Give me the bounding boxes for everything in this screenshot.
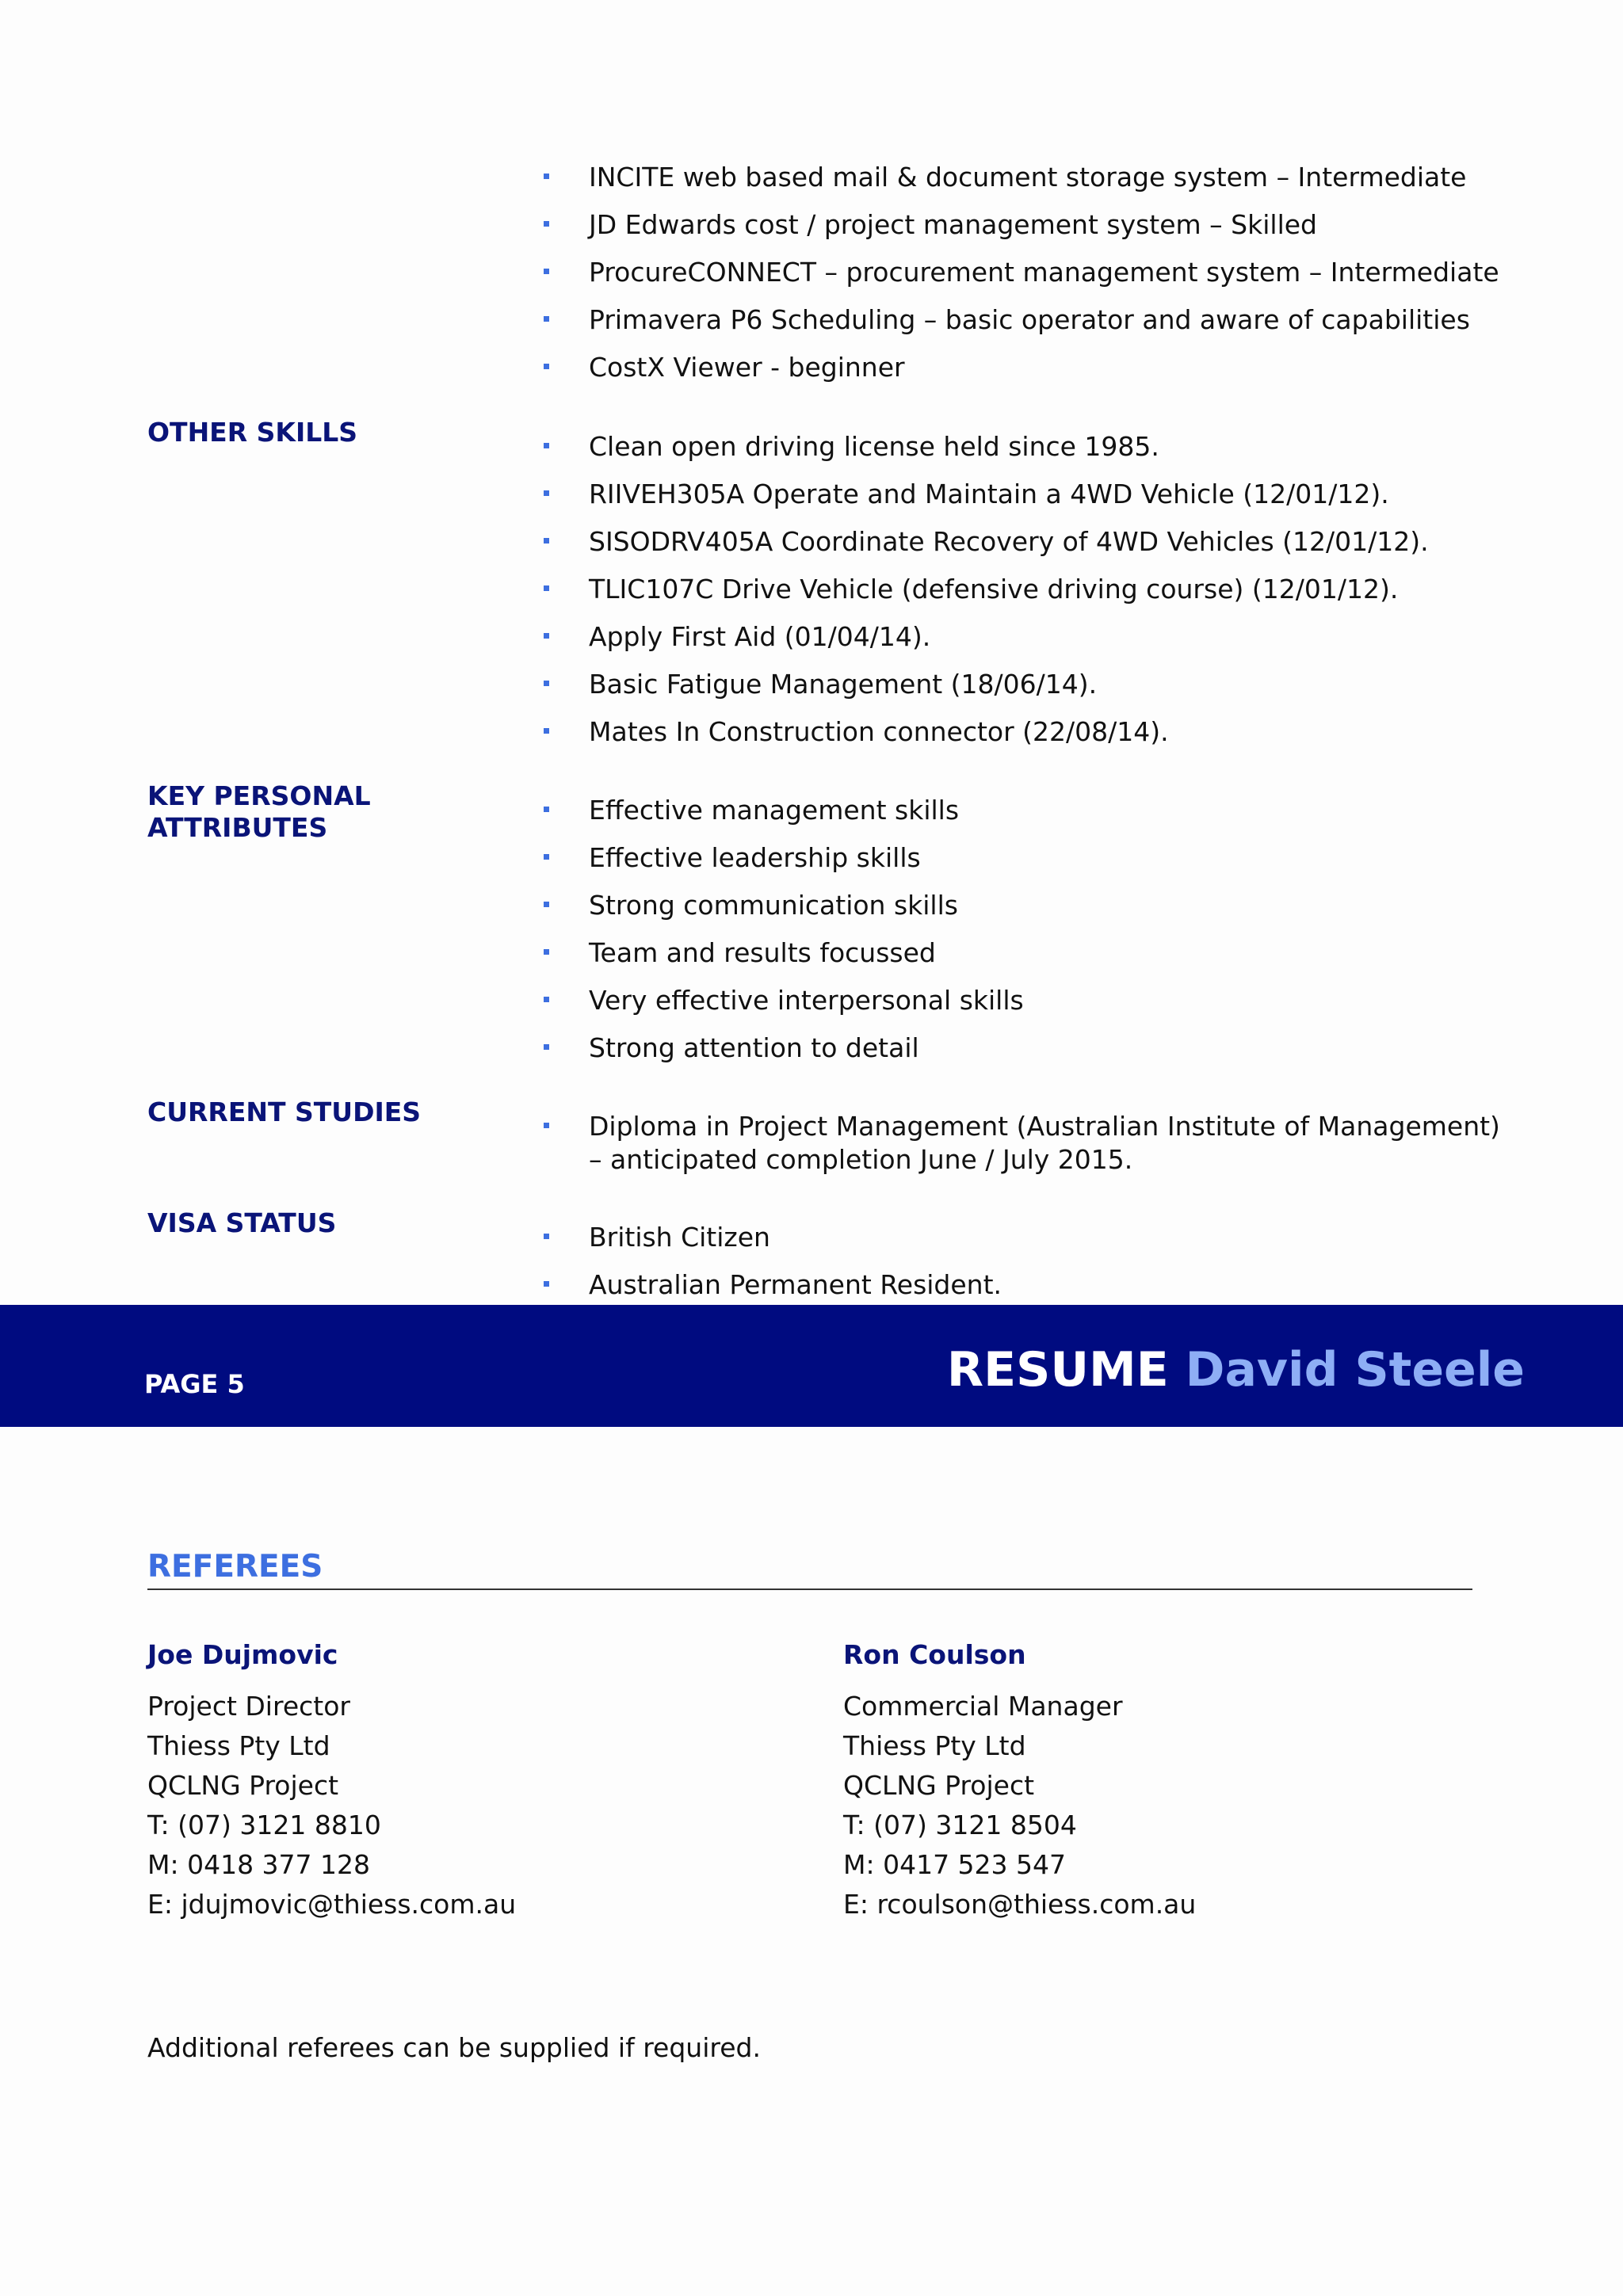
key-attributes-label-line1: KEY PERSONAL <box>147 780 371 811</box>
list-item: Strong attention to detail <box>539 1032 1514 1065</box>
visa-status-list <box>539 1221 1514 1316</box>
list-item: RIIVEH305A Operate and Maintain a 4WD Vehicle (12/01/12). <box>539 478 1514 511</box>
referee-phone: T: (07) 3121 8810 <box>147 1810 381 1840</box>
page-number: PAGE 5 <box>144 1369 245 1399</box>
list-item: Primavera P6 Scheduling – basic operator and aware of capabilities <box>539 303 1514 337</box>
bullet-icon <box>544 316 549 322</box>
bullet-icon <box>544 1281 549 1287</box>
bullet-icon <box>544 807 549 812</box>
referee-project: QCLNG Project <box>147 1770 339 1801</box>
bullet-icon <box>544 1123 549 1128</box>
other-skills-label: OTHER SKILLS <box>147 417 358 448</box>
list-item: Clean open driving license held since 1985. <box>539 430 1514 463</box>
list-item: TLIC107C Drive Vehicle (defensive driving course) (12/01/12). <box>539 573 1514 606</box>
list-item: SISODRV405A Coordinate Recovery of 4WD Vehicles (12/01/12). <box>539 525 1514 559</box>
referees-note: Additional referees can be supplied if required. <box>147 2032 761 2063</box>
referees-heading: REFEREES <box>147 1549 323 1585</box>
list-item: British Citizen <box>539 1221 1514 1254</box>
referee-name: Ron Coulson <box>843 1639 1026 1670</box>
referee-card <box>843 1638 1477 1924</box>
list-item: Strong communication skills <box>539 889 1514 922</box>
list-item: JD Edwards cost / project management system – Skilled <box>539 208 1514 242</box>
bullet-icon <box>544 490 549 496</box>
current-studies-label: CURRENT STUDIES <box>147 1097 422 1127</box>
bullet-icon <box>544 221 549 227</box>
referee-phone: T: (07) 3121 8504 <box>843 1810 1077 1840</box>
list-item: Very effective interpersonal skills <box>539 984 1514 1017</box>
bullet-icon <box>544 585 549 591</box>
bullet-icon <box>544 1044 549 1050</box>
resume-title-name: David Steele <box>1185 1342 1525 1398</box>
list-item: Effective management skills <box>539 794 1514 827</box>
list-item: Mates In Construction connector (22/08/14). <box>539 715 1514 749</box>
bullet-icon <box>544 949 549 955</box>
resume-title-prefix: RESUME <box>946 1342 1169 1398</box>
referee-role: Commercial Manager <box>843 1691 1123 1722</box>
bullet-icon <box>544 902 549 907</box>
list-item: Australian Permanent Resident. <box>539 1268 1514 1302</box>
referee-mobile: M: 0418 377 128 <box>147 1849 371 1880</box>
bullet-icon <box>544 633 549 639</box>
referee-name: Joe Dujmovic <box>147 1639 338 1670</box>
bullet-icon <box>544 174 549 179</box>
bullet-icon <box>544 538 549 543</box>
referees-divider <box>147 1589 1472 1590</box>
referee-role: Project Director <box>147 1691 350 1722</box>
resume-title <box>947 1342 1525 1398</box>
list-item: Diploma in Project Management (Australian Institute of Management) – anticipated completion June / July 2015. <box>539 1110 1514 1177</box>
software-skills-list <box>539 161 1514 399</box>
referee-card <box>147 1638 781 1924</box>
visa-status-label: VISA STATUS <box>147 1207 337 1238</box>
list-item: Team and results focussed <box>539 936 1514 970</box>
key-attributes-label <box>147 780 433 844</box>
referee-project: QCLNG Project <box>843 1770 1035 1801</box>
referee-email: E: jdujmovic@thiess.com.au <box>147 1889 517 1920</box>
other-skills-list <box>539 430 1514 763</box>
bullet-icon <box>544 997 549 1002</box>
referee-company: Thiess Pty Ltd <box>843 1730 1026 1761</box>
bullet-icon <box>544 364 549 369</box>
bullet-icon <box>544 681 549 686</box>
current-studies-list <box>539 1110 1514 1191</box>
list-item: ProcureCONNECT – procurement management system – Intermediate <box>539 256 1514 289</box>
bullet-icon <box>544 1234 549 1239</box>
list-item: Apply First Aid (01/04/14). <box>539 620 1514 654</box>
bullet-icon <box>544 443 549 448</box>
referee-mobile: M: 0417 523 547 <box>843 1849 1067 1880</box>
key-attributes-list <box>539 794 1514 1079</box>
list-item: Effective leadership skills <box>539 841 1514 875</box>
bullet-icon <box>544 728 549 734</box>
referee-email: E: rcoulson@thiess.com.au <box>843 1889 1197 1920</box>
bullet-icon <box>544 854 549 860</box>
list-item: Basic Fatigue Management (18/06/14). <box>539 668 1514 701</box>
list-item: INCITE web based mail & document storage system – Intermediate <box>539 161 1514 194</box>
bullet-icon <box>544 269 549 274</box>
list-item: CostX Viewer - beginner <box>539 351 1514 384</box>
referee-company: Thiess Pty Ltd <box>147 1730 330 1761</box>
key-attributes-label-line2: ATTRIBUTES <box>147 812 328 843</box>
